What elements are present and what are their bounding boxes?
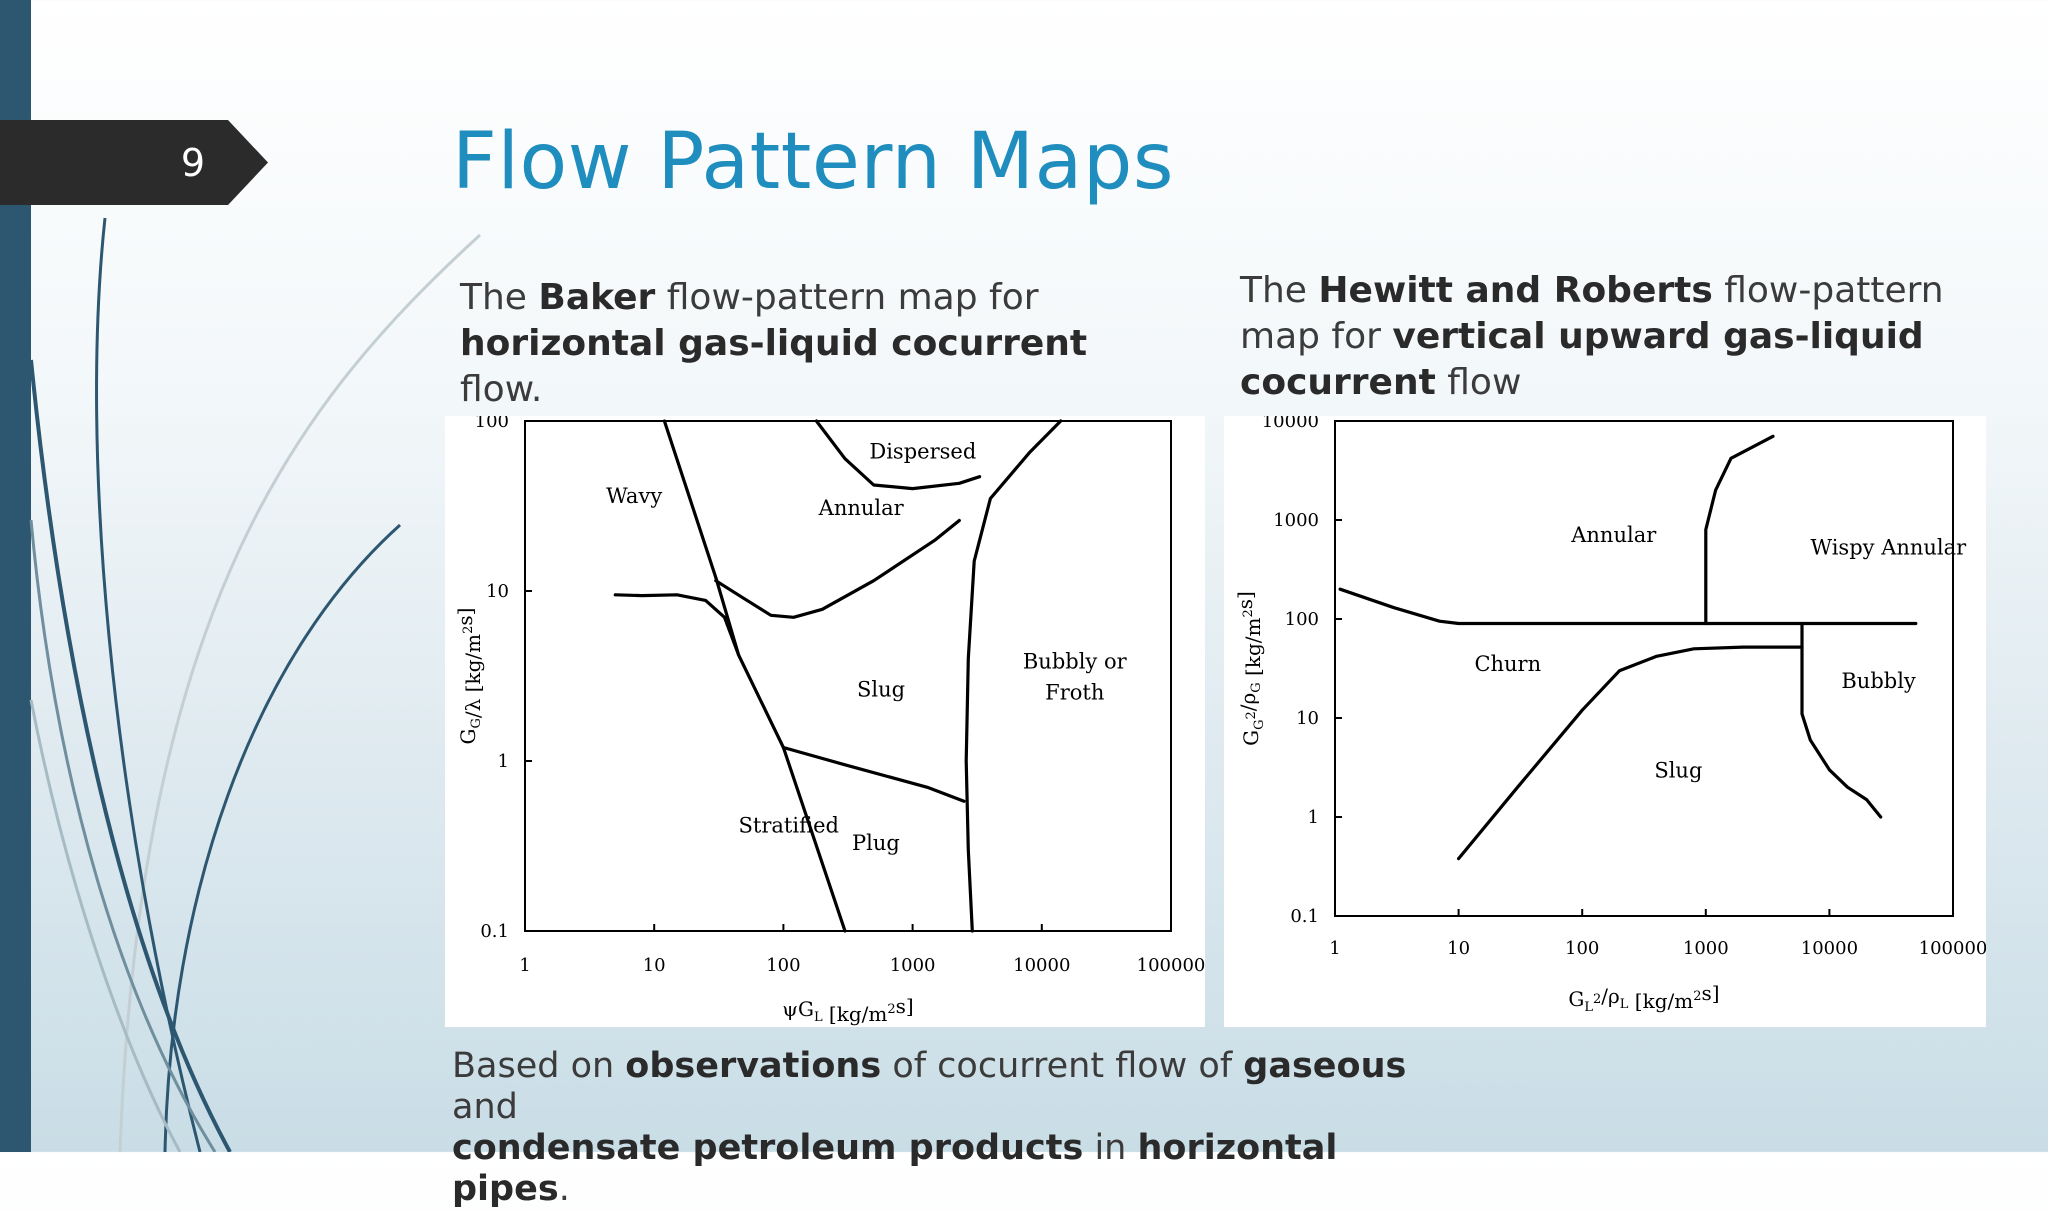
y-tick-label: 10 bbox=[486, 581, 509, 602]
slide-title: Flow Pattern Maps bbox=[452, 117, 1175, 207]
region-label: Wispy Annular bbox=[1810, 535, 1967, 560]
y-tick-label: 10 bbox=[1296, 708, 1319, 729]
region-label: Annular bbox=[1571, 522, 1657, 547]
y-tick-label: 1 bbox=[497, 751, 509, 772]
region-label: Annular bbox=[818, 495, 904, 520]
y-tick-label: 0.1 bbox=[1290, 906, 1319, 927]
x-tick-label: 10000 bbox=[1013, 955, 1071, 976]
slide-number: 9 bbox=[180, 141, 206, 185]
x-tick-label: 1000 bbox=[1682, 938, 1729, 959]
region-label: Slug bbox=[857, 677, 906, 702]
x-tick-label: 10 bbox=[642, 955, 666, 976]
y-tick-label: 10000 bbox=[1261, 416, 1319, 432]
y-tick-label: 0.1 bbox=[480, 921, 509, 942]
x-axis-label: $\psi G_L$ $[kg/m^2s]$ bbox=[782, 994, 914, 1026]
x-tick-label: 1 bbox=[519, 955, 531, 976]
boundary-line bbox=[716, 521, 960, 618]
hewitt-roberts-chart-panel bbox=[1224, 416, 1986, 1027]
y-axis-label: $G_G^2/\rho_G$ $[kg/m^2s]$ bbox=[1233, 591, 1267, 746]
hewitt-roberts-flow-pattern-chart bbox=[1224, 416, 1986, 1027]
region-label: Froth bbox=[1045, 680, 1105, 705]
y-axis-label: $G_G/\lambda$ $[kg/m^2s]$ bbox=[453, 607, 485, 745]
baker-map-caption: The Baker flow-pattern map for horizontal gas-liquid cocurrent flow. bbox=[460, 277, 1088, 410]
region-label: Churn bbox=[1474, 651, 1542, 676]
boundary-line bbox=[1706, 436, 1773, 623]
region-label: Bubbly or bbox=[1022, 649, 1127, 674]
x-tick-label: 100 bbox=[1565, 938, 1600, 959]
y-tick-label: 1 bbox=[1307, 807, 1319, 828]
x-tick-label: 100000 bbox=[1918, 938, 1986, 959]
x-tick-label: 1000 bbox=[889, 955, 936, 976]
x-tick-label: 100000 bbox=[1136, 955, 1205, 976]
region-label: Bubbly bbox=[1841, 669, 1916, 694]
y-tick-label: 100 bbox=[1284, 609, 1319, 630]
boundary-line bbox=[1459, 647, 1802, 859]
region-label: Dispersed bbox=[869, 439, 977, 464]
boundary-line bbox=[615, 595, 738, 655]
x-tick-label: 10 bbox=[1447, 938, 1471, 959]
region-label: Plug bbox=[851, 830, 900, 855]
boundary-line bbox=[1340, 589, 1916, 623]
footer-note: Based on observations of cocurrent flow of gaseous and condensate petroleum products in horizontal pipes. bbox=[452, 1046, 1407, 1209]
baker-chart-panel bbox=[445, 416, 1205, 1027]
region-label: Wavy bbox=[606, 483, 663, 508]
x-tick-label: 1 bbox=[1329, 938, 1341, 959]
boundary-line bbox=[966, 421, 1060, 931]
x-tick-label: 100 bbox=[766, 955, 801, 976]
x-tick-label: 10000 bbox=[1800, 938, 1859, 959]
hewitt-roberts-map-caption: The Hewitt and Roberts flow-pattern map for vertical upward gas-liquid cocurrent flow bbox=[1240, 270, 1944, 403]
boundary-line bbox=[1802, 624, 1881, 818]
region-label: Stratified bbox=[738, 813, 839, 838]
y-tick-label: 1000 bbox=[1273, 510, 1319, 531]
boundary-line bbox=[783, 748, 964, 802]
region-label: Slug bbox=[1654, 758, 1703, 783]
baker-flow-pattern-chart bbox=[445, 416, 1205, 1027]
slide-number-tab bbox=[0, 120, 268, 205]
x-axis-label: $G_L^2/\rho_L$ $[kg/m^2s]$ bbox=[1568, 981, 1720, 1015]
y-tick-label: 100 bbox=[474, 416, 509, 432]
